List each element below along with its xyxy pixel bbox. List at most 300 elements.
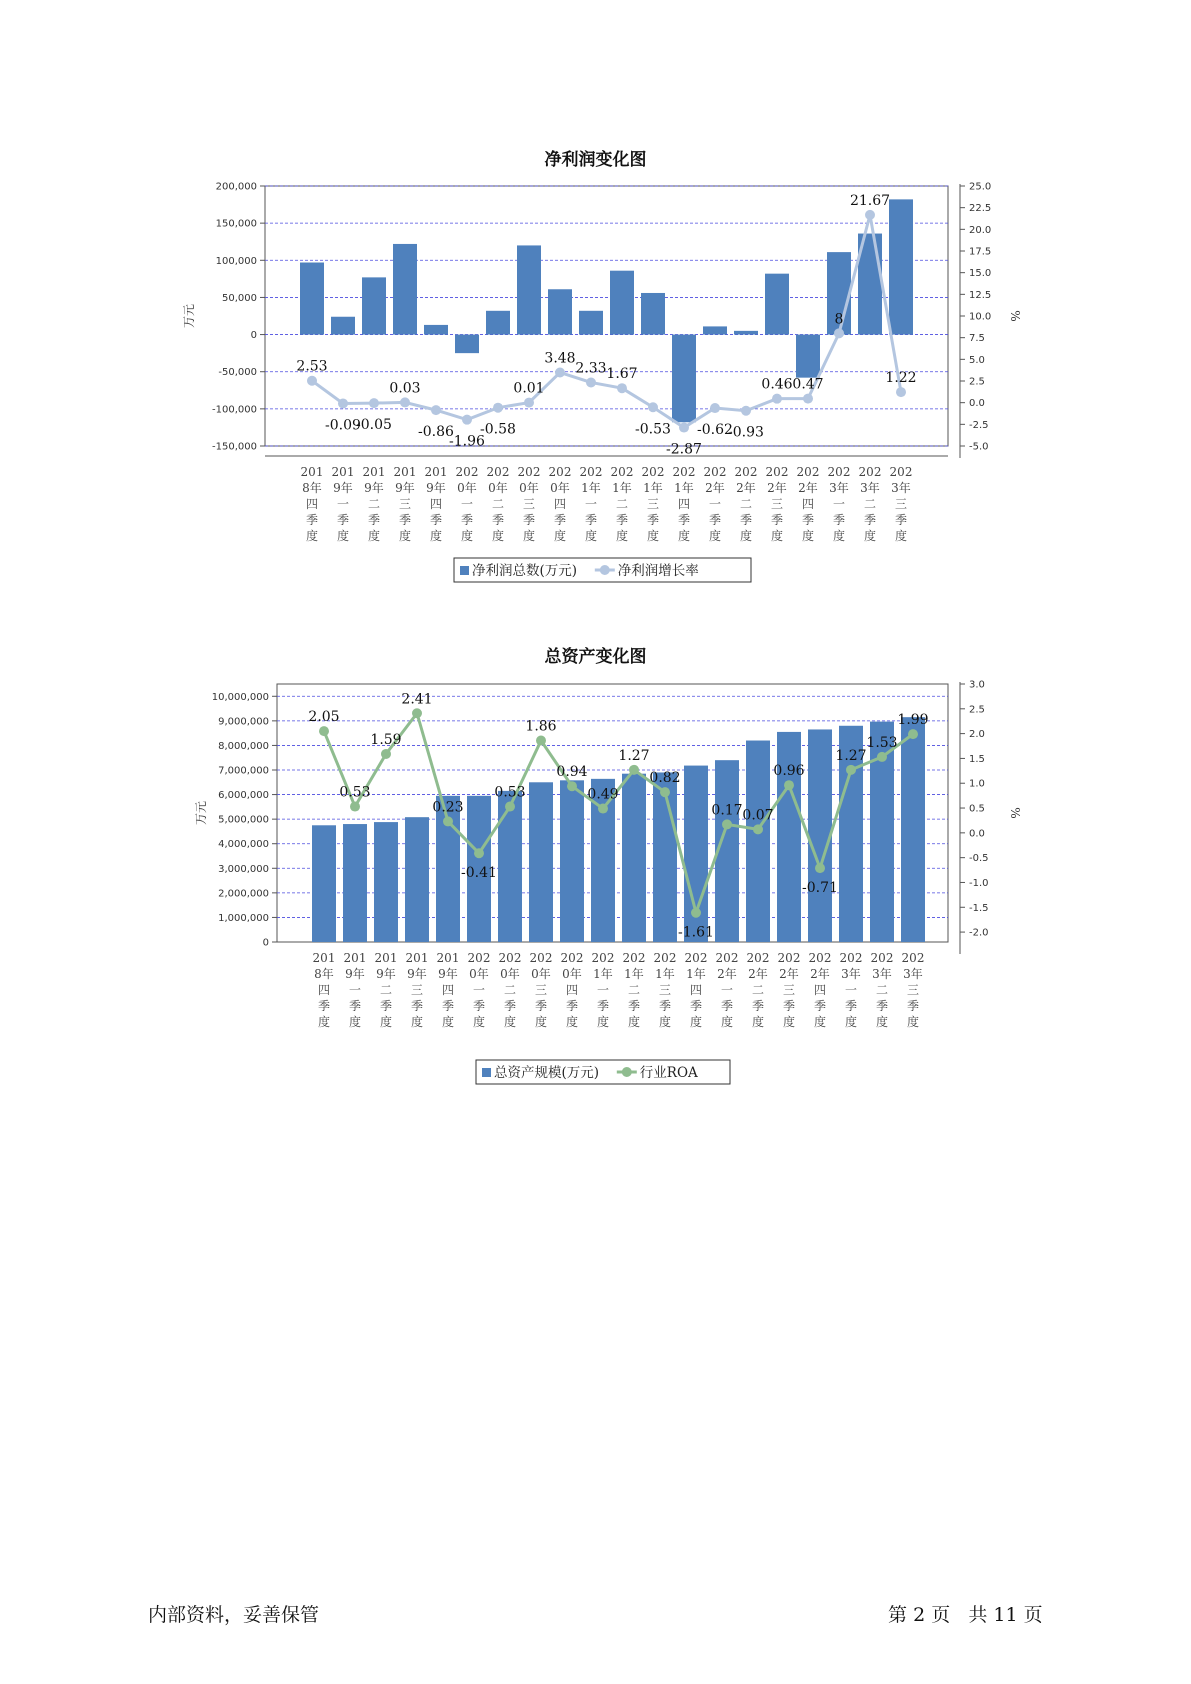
svg-text:度: 度 [894,529,908,543]
chart1-y2label: % [1008,310,1022,322]
chart2-line-point [784,780,794,790]
chart1-line-point [617,383,627,393]
chart1-line-point [400,397,410,407]
chart2-ytick-label: 0 [262,937,269,949]
svg-text:2年: 2年 [767,481,787,495]
svg-text:度: 度 [739,529,753,543]
svg-text:9年: 9年 [345,967,365,981]
svg-text:季: 季 [553,513,567,527]
svg-text:三: 三 [646,497,660,511]
svg-text:一: 一 [708,497,722,511]
chart2-y2tick-label: 3.0 [969,679,985,691]
svg-text:9年: 9年 [364,481,384,495]
svg-text:202: 202 [808,951,832,965]
svg-text:202: 202 [827,465,851,479]
svg-text:202: 202 [889,465,913,479]
svg-text:二: 二 [875,983,889,997]
svg-text:季: 季 [317,999,331,1013]
svg-text:四: 四 [429,497,443,511]
chart1-xtick-label [673,465,696,543]
chart2-ytick-label: 8,000,000 [218,740,269,752]
page-number: 2 [913,1604,926,1626]
svg-text:8年: 8年 [302,481,322,495]
chart2-xtick-label [654,951,677,1029]
svg-text:三: 三 [658,983,672,997]
chart1-y2tick-label: 2.5 [969,376,985,388]
svg-text:季: 季 [770,513,784,527]
chart2-data-label: 2.41 [401,691,433,708]
chart1-bar [393,244,417,335]
svg-text:季: 季 [615,513,629,527]
svg-text:度: 度 [677,529,691,543]
chart1-ylabel: 万元 [182,303,196,329]
svg-text:1年: 1年 [674,481,694,495]
chart2-y2tick-label: 1.0 [969,778,985,790]
chart1-line-point [648,402,658,412]
svg-text:季: 季 [441,999,455,1013]
chart2-line-point [443,816,453,826]
svg-text:四: 四 [441,983,455,997]
chart2-data-label: 0.96 [773,763,805,780]
chart2-data-label: 0.49 [587,786,619,803]
chart2-xtick-label [809,951,832,1029]
svg-text:202: 202 [641,465,665,479]
chart1-line-point [803,394,813,404]
svg-text:202: 202 [870,951,894,965]
svg-text:度: 度 [503,1015,517,1029]
svg-text:季: 季 [720,999,734,1013]
chart1-data-label: 0.47 [792,376,824,393]
chart2-ytick-label: 9,000,000 [218,716,269,728]
chart2-ytick-label: 2,000,000 [218,888,269,900]
chart2-line-point [629,765,639,775]
chart1-xtick-label [394,465,417,543]
svg-text:202: 202 [467,951,491,965]
chart1-y2tick-label: 10.0 [969,311,992,323]
chart2-y2tick-label: -2.0 [969,927,989,939]
svg-text:1年: 1年 [593,967,613,981]
svg-text:度: 度 [875,1015,889,1029]
svg-text:三: 三 [398,497,412,511]
chart2-data-label: 1.99 [897,712,929,729]
chart1-ytick-label: -150,000 [212,441,257,453]
chart1-line-point [741,406,751,416]
svg-text:一: 一 [596,983,610,997]
svg-text:三: 三 [894,497,908,511]
svg-text:季: 季 [658,999,672,1013]
svg-text:一: 一 [844,983,858,997]
svg-text:季: 季 [689,999,703,1013]
svg-text:9年: 9年 [407,967,427,981]
chart1-ytick-label: 0 [250,330,257,342]
svg-text:202: 202 [610,465,634,479]
svg-text:度: 度 [522,529,536,543]
chart2-data-label: 0.53 [494,784,526,801]
svg-text:202: 202 [746,951,770,965]
svg-text:二: 二 [627,983,641,997]
svg-text:0年: 0年 [488,481,508,495]
svg-text:201: 201 [343,951,367,965]
svg-text:度: 度 [832,529,846,543]
chart2-xtick-label [561,951,584,1029]
chart1-y2tick-label: -2.5 [969,419,989,431]
svg-text:2年: 2年 [798,481,818,495]
svg-text:度: 度 [367,529,381,543]
chart1-data-label: -0.86 [418,424,454,441]
chart2-legend-line-label: 行业ROA [639,1065,698,1081]
chart1-xtick-label [704,465,727,543]
svg-text:季: 季 [844,999,858,1013]
chart2-data-label: -0.41 [461,865,497,882]
chart1-y2tick-label: 22.5 [969,203,992,215]
svg-text:202: 202 [498,951,522,965]
svg-text:四: 四 [801,497,815,511]
svg-text:9年: 9年 [426,481,446,495]
svg-text:度: 度 [472,1015,486,1029]
chart2-xtick-label [871,951,894,1029]
svg-text:201: 201 [405,951,429,965]
svg-text:季: 季 [677,513,691,527]
chart1-ytick-label: -100,000 [212,404,257,416]
svg-text:度: 度 [565,1015,579,1029]
chart1-bar [362,277,386,334]
svg-text:三: 三 [522,497,536,511]
net-profit-chart [0,178,1191,618]
chart2-ytick-label: 4,000,000 [218,839,269,851]
chart2-ytick-label: 6,000,000 [218,790,269,802]
chart1-data-label: 1.22 [885,370,917,387]
svg-text:季: 季 [894,513,908,527]
footer-page-info [888,1600,1043,1627]
footer-prefix: 第 [888,1604,908,1626]
svg-text:202: 202 [486,465,510,479]
svg-text:度: 度 [596,1015,610,1029]
chart2-xtick-label [592,951,615,1029]
svg-text:季: 季 [336,513,350,527]
svg-text:季: 季 [584,513,598,527]
chart2-bar [405,817,429,942]
svg-text:季: 季 [348,999,362,1013]
chart1-xtick-label [549,465,572,543]
svg-text:2年: 2年 [736,481,756,495]
svg-text:二: 二 [615,497,629,511]
chart1-y2tick-label: 25.0 [969,181,992,193]
chart2-line-point [877,752,887,762]
svg-text:季: 季 [534,999,548,1013]
svg-text:202: 202 [734,465,758,479]
chart1-data-label: -0.58 [480,421,516,438]
chart1-line-point [679,423,689,433]
svg-text:201: 201 [436,951,460,965]
svg-text:季: 季 [751,999,765,1013]
chart1-bar [331,317,355,335]
svg-text:二: 二 [863,497,877,511]
chart1-data-label: -0.93 [728,424,764,441]
chart2-xtick-label [468,951,491,1029]
svg-text:四: 四 [553,497,567,511]
svg-text:度: 度 [336,529,350,543]
svg-text:度: 度 [689,1015,703,1029]
svg-text:0年: 0年 [469,967,489,981]
svg-text:8年: 8年 [314,967,334,981]
chart2-y2tick-label: -1.0 [969,877,989,889]
svg-text:1年: 1年 [643,481,663,495]
svg-text:3年: 3年 [891,481,911,495]
chart2-bar [312,825,336,942]
chart1-data-label: -0.09 [325,417,361,434]
svg-text:一: 一 [720,983,734,997]
svg-text:度: 度 [348,1015,362,1029]
chart2-data-label: 1.86 [525,718,557,735]
chart2-xtick-label [437,951,460,1029]
chart1-bar [703,326,727,334]
chart2-xtick-label [840,951,863,1029]
svg-text:度: 度 [646,529,660,543]
chart2-bar [808,729,832,942]
chart2-y2tick-label: -0.5 [969,853,989,865]
chart2-line-point [350,802,360,812]
chart1-bar [796,335,820,378]
svg-text:四: 四 [317,983,331,997]
chart1-line-point [555,368,565,378]
svg-text:202: 202 [560,951,584,965]
svg-text:度: 度 [534,1015,548,1029]
chart2-bar [529,782,553,942]
svg-text:二: 二 [379,983,393,997]
chart1-data-label: -1.96 [449,433,485,450]
chart2-ytick-label: 1,000,000 [218,912,269,924]
svg-text:202: 202 [684,951,708,965]
svg-text:0年: 0年 [519,481,539,495]
svg-text:一: 一 [584,497,598,511]
chart1-bar [641,293,665,335]
chart1-line-point [524,398,534,408]
chart1-legend-line-label: 净利润增长率 [617,563,699,579]
svg-text:四: 四 [565,983,579,997]
svg-text:三: 三 [410,983,424,997]
svg-text:度: 度 [317,1015,331,1029]
svg-text:三: 三 [906,983,920,997]
chart1-y2tick-label: 0.0 [969,398,985,410]
svg-text:201: 201 [393,465,417,479]
chart2-legend [476,1060,730,1084]
svg-text:9年: 9年 [376,967,396,981]
chart1-ytick-label: 150,000 [215,218,257,230]
chart1-bar [548,289,572,334]
chart2-data-label: 0.94 [556,764,588,781]
svg-text:季: 季 [367,513,381,527]
total-pages: 11 [993,1604,1018,1626]
chart2-y2tick-label: -1.5 [969,902,989,914]
svg-text:季: 季 [565,999,579,1013]
chart2-ytick-label: 3,000,000 [218,863,269,875]
svg-text:二: 二 [739,497,753,511]
chart1-y2tick-label: 7.5 [969,333,985,345]
chart1-bar [579,311,603,335]
chart1-title: 净利润变化图 [544,150,647,170]
svg-text:四: 四 [677,497,691,511]
svg-text:2年: 2年 [748,967,768,981]
chart1-bar [610,271,634,335]
chart2-line-point [567,781,577,791]
svg-text:一: 一 [336,497,350,511]
svg-text:3年: 3年 [872,967,892,981]
svg-text:季: 季 [906,999,920,1013]
chart2-ylabel: 万元 [194,800,208,826]
svg-text:202: 202 [777,951,801,965]
svg-text:季: 季 [410,999,424,1013]
chart2-line-point [598,804,608,814]
chart2-xtick-label [716,951,739,1029]
chart1-line-point [865,210,875,220]
chart2-legend-bar-swatch [482,1068,491,1077]
chart1-ytick-label: 50,000 [222,292,257,304]
svg-text:度: 度 [813,1015,827,1029]
chart1-ytick-label: 100,000 [215,255,257,267]
svg-text:0年: 0年 [562,967,582,981]
chart1-ytick-label: 200,000 [215,181,257,193]
svg-text:度: 度 [379,1015,393,1029]
chart1-bar [517,245,541,334]
svg-text:202: 202 [703,465,727,479]
chart2-line-point [691,908,701,918]
svg-text:202: 202 [622,951,646,965]
svg-text:202: 202 [765,465,789,479]
svg-text:2年: 2年 [717,967,737,981]
svg-text:季: 季 [379,999,393,1013]
svg-text:201: 201 [300,465,324,479]
chart2-bar [560,780,584,942]
svg-text:202: 202 [858,465,882,479]
svg-text:2年: 2年 [810,967,830,981]
chart1-y2tick-label: 5.0 [969,354,985,366]
chart1-bar [765,274,789,335]
chart2-bar [498,791,522,942]
svg-text:3年: 3年 [841,967,861,981]
svg-text:四: 四 [689,983,703,997]
svg-text:1年: 1年 [655,967,675,981]
chart2-line-point [381,749,391,759]
svg-text:202: 202 [579,465,603,479]
chart1-data-label: 3.48 [544,350,576,367]
svg-text:度: 度 [782,1015,796,1029]
svg-text:201: 201 [331,465,355,479]
chart1-legend-bar-label: 净利润总数(万元) [472,563,578,579]
chart2-line-point [815,863,825,873]
svg-text:季: 季 [875,999,889,1013]
svg-text:季: 季 [472,999,486,1013]
svg-text:一: 一 [460,497,474,511]
svg-text:201: 201 [362,465,386,479]
chart2-data-label: 1.59 [370,731,402,748]
chart1-data-label: -2.87 [666,441,702,458]
svg-text:度: 度 [410,1015,424,1029]
svg-text:三: 三 [782,983,796,997]
chart2-xtick-label [344,951,367,1029]
svg-text:度: 度 [553,529,567,543]
svg-text:季: 季 [503,999,517,1013]
svg-text:9年: 9年 [333,481,353,495]
chart1-xtick-label [332,465,355,543]
svg-text:1年: 1年 [624,967,644,981]
chart1-line-point [586,377,596,387]
chart2-data-label: 1.27 [835,747,867,764]
chart1-xtick-label [797,465,820,543]
svg-text:201: 201 [424,465,448,479]
svg-text:季: 季 [627,999,641,1013]
chart2-data-label: 0.07 [742,807,774,824]
chart2-xtick-label [530,951,553,1029]
chart1-data-label: 0.01 [513,380,545,397]
chart2-line-point [474,848,484,858]
svg-text:1年: 1年 [612,481,632,495]
total-assets-chart [0,676,1191,1116]
chart2-legend-bar-label: 总资产规模(万元) [494,1065,600,1081]
chart2-data-label: 1.27 [618,747,650,764]
chart2-xtick-label [902,951,925,1029]
chart1-xtick-label [580,465,603,543]
svg-text:1年: 1年 [581,481,601,495]
footer-confidential: 内部资料，妥善保管 [148,1604,320,1626]
svg-text:1年: 1年 [686,967,706,981]
chart1-data-label: 21.67 [849,192,891,209]
chart2-xtick-label [685,951,708,1029]
chart1-data-label: 1.67 [606,366,638,383]
chart2-xtick-label [406,951,429,1029]
chart1-line-point [896,387,906,397]
svg-text:度: 度 [751,1015,765,1029]
svg-text:二: 二 [367,497,381,511]
svg-text:季: 季 [460,513,474,527]
svg-text:度: 度 [460,529,474,543]
svg-text:一: 一 [832,497,846,511]
svg-text:四: 四 [813,983,827,997]
svg-text:度: 度 [584,529,598,543]
svg-text:季: 季 [305,513,319,527]
chart2-line-point [908,729,918,739]
svg-text:度: 度 [720,1015,734,1029]
chart2-line-point [846,765,856,775]
chart2-y2tick-label: 2.0 [969,729,985,741]
chart1-xtick-label [890,465,913,543]
svg-text:202: 202 [796,465,820,479]
svg-text:202: 202 [591,951,615,965]
svg-text:9年: 9年 [438,967,458,981]
svg-text:度: 度 [398,529,412,543]
svg-text:一: 一 [348,983,362,997]
chart1-data-label: 2.33 [575,360,607,377]
svg-text:202: 202 [715,951,739,965]
chart1-line-point [431,405,441,415]
chart1-xtick-label [766,465,789,543]
chart1-y2tick-label: -5.0 [969,441,989,453]
chart2-data-label: 0.82 [649,770,681,787]
chart1-line-point [834,328,844,338]
svg-text:三: 三 [534,983,548,997]
chart1-bar [455,335,479,354]
chart1-xtick-label [859,465,882,543]
svg-text:202: 202 [529,951,553,965]
chart1-xtick-label [642,465,665,543]
chart1-xtick-label [611,465,634,543]
chart2-line-point [722,819,732,829]
svg-text:3年: 3年 [903,967,923,981]
svg-text:二: 二 [503,983,517,997]
chart1-line-point [462,415,472,425]
chart1-legend [454,558,751,582]
svg-text:度: 度 [658,1015,672,1029]
chart1-bar [734,331,758,335]
